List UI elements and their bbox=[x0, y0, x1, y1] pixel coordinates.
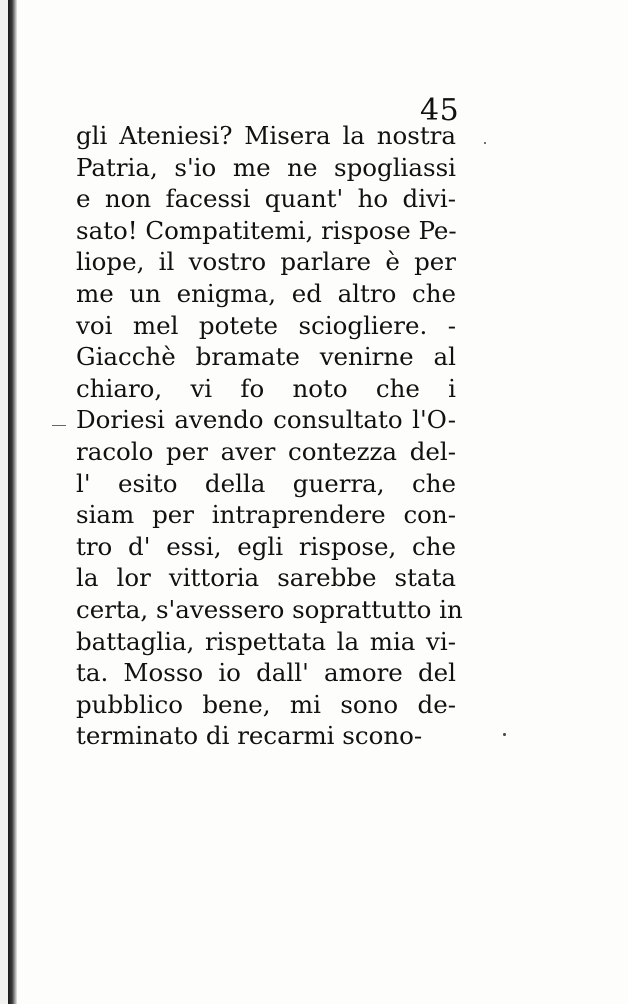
page-gutter bbox=[0, 0, 8, 1004]
text-line: Giacchè bramate venirne al bbox=[76, 342, 456, 372]
binding-edge bbox=[8, 0, 17, 1004]
text-line: pubblico bene, mi sono de- bbox=[76, 689, 456, 719]
text-line: certa, s'avessero soprattutto in bbox=[76, 594, 463, 624]
text-line: voi mel potete sciogliere. - bbox=[76, 310, 456, 340]
page-number: 45 bbox=[420, 93, 460, 128]
text-line: chiaro, vi fo noto che i bbox=[76, 373, 456, 403]
text-line: la lor vittoria sarebbe stata bbox=[76, 563, 456, 593]
print-speck bbox=[484, 142, 486, 144]
text-line: sato! Compatitemi, rispose Pe- bbox=[76, 215, 457, 245]
text-line: siam per intraprendere con- bbox=[76, 500, 456, 530]
text-line: tro d' essi, egli rispose, che bbox=[76, 531, 456, 561]
text-line: gli Ateniesi? Misera la nostra bbox=[76, 121, 456, 150]
text-line: racolo per aver contezza del- bbox=[76, 436, 456, 466]
text-line: battaglia, rispettata la mia vi- bbox=[76, 626, 456, 656]
text-line: liope, il vostro parlare è per bbox=[76, 247, 456, 277]
text-line: terminato di recarmi scono- bbox=[76, 721, 423, 751]
text-line: l' esito della guerra, che bbox=[76, 468, 456, 498]
text-line: ta. Mosso io dall' amore del bbox=[76, 658, 456, 688]
text-line: Doriesi avendo consultato l'O- bbox=[76, 405, 456, 435]
body-text bbox=[76, 120, 463, 752]
text-line: e non facessi quant' ho divi- bbox=[76, 184, 456, 214]
print-speck bbox=[503, 733, 506, 736]
text-line: me un enigma, ed altro che bbox=[76, 278, 456, 308]
margin-mark bbox=[52, 425, 66, 426]
text-line: Patria, s'io me ne spogliassi bbox=[76, 152, 456, 182]
